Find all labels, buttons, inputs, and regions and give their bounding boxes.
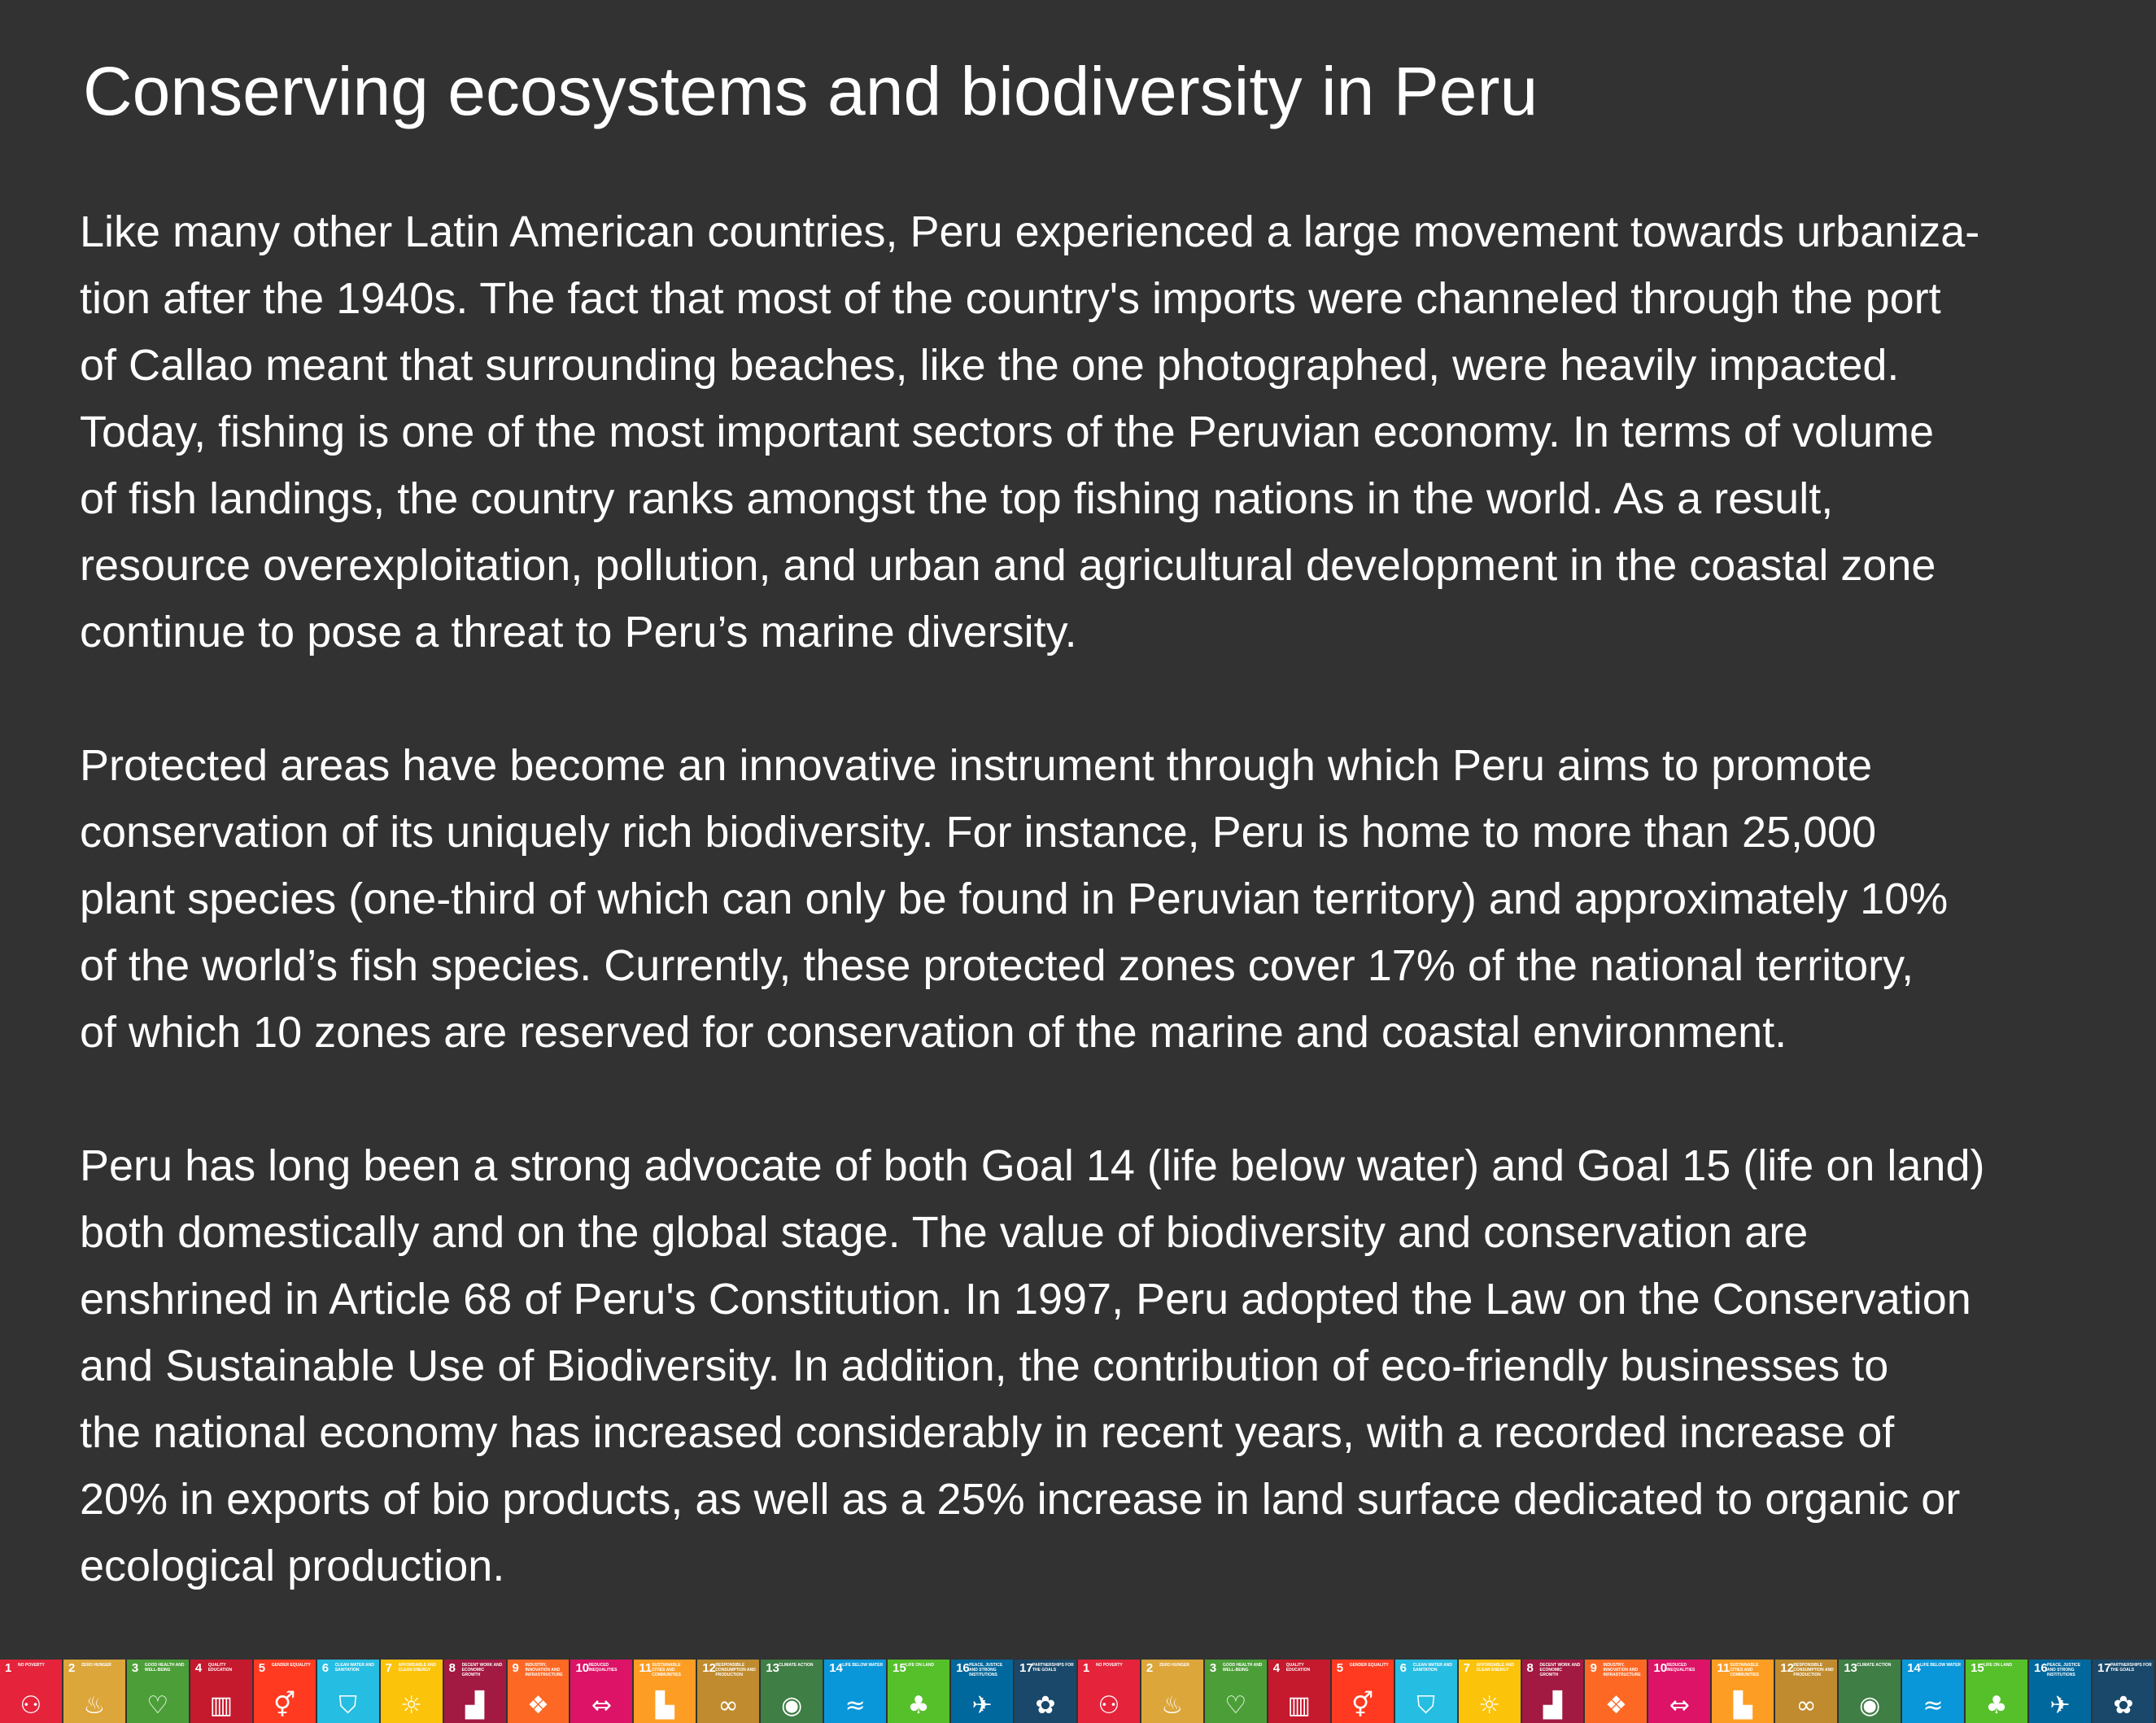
- text-line: of Callao meant that surrounding beaches, like the one photographed, were heavily impacted.: [80, 341, 1900, 390]
- sdg-label: AFFORDABLE AND CLEAN ENERGY: [398, 1663, 437, 1673]
- text-line: of fish landings, the country ranks amongst the top fishing nations in the world. As a result,: [80, 474, 1834, 523]
- sdg-tile-2: [63, 1660, 127, 1723]
- bowl-icon: ♨: [83, 1691, 106, 1720]
- dove-icon: ✈: [971, 1691, 993, 1720]
- sdg-tile-11: [1712, 1660, 1775, 1723]
- text-line: conservation of its uniquely rich biodiversity. For instance, Peru is home to more than 25,000: [80, 808, 1877, 857]
- dove-icon: ✈: [2049, 1691, 2071, 1720]
- sdg-label: CLIMATE ACTION: [1857, 1663, 1892, 1668]
- sdg-number: 15: [1971, 1661, 1984, 1675]
- sdg-icon-strip: [0, 1660, 2156, 1723]
- sdg-label: PEACE, JUSTICE AND STRONG INSTITUTIONS: [2047, 1663, 2081, 1677]
- tree-icon: ♣: [907, 1691, 930, 1720]
- sdg-tile-4: [190, 1660, 254, 1723]
- paragraph-urbanization: [80, 198, 2114, 665]
- sdg-number: 6: [321, 1661, 330, 1675]
- sdg-label: INDUSTRY, INNOVATION AND INFRASTRUCTURE: [1603, 1663, 1641, 1677]
- equal-icon: ⇔: [1669, 1691, 1690, 1720]
- infinity-icon: ∞: [718, 1691, 739, 1720]
- sdg-tile-9: [1585, 1660, 1648, 1723]
- sdg-label: SUSTAINABLE CITIES AND COMMUNITIES: [1730, 1663, 1759, 1677]
- sdg-tile-10: [570, 1660, 634, 1723]
- sdg-number: 11: [639, 1661, 652, 1675]
- sdg-label: QUALITY EDUCATION: [1285, 1663, 1311, 1673]
- sdg-tile-7: [1459, 1660, 1522, 1723]
- sdg-label: INDUSTRY, INNOVATION AND INFRASTRUCTURE: [525, 1663, 563, 1677]
- sdg-tile-6: [1395, 1660, 1459, 1723]
- sdg-number: 7: [385, 1661, 392, 1675]
- eye-icon: ◉: [781, 1691, 803, 1720]
- sdg-tile-15: [1966, 1660, 2029, 1723]
- sdg-tile-5: [254, 1660, 317, 1723]
- sdg-label: GOOD HEALTH AND WELL-BEING: [1222, 1663, 1263, 1673]
- sdg-label: QUALITY EDUCATION: [207, 1663, 233, 1673]
- tree-icon: ♣: [1985, 1691, 2008, 1720]
- sdg-label: NO POVERTY: [1095, 1663, 1123, 1668]
- text-line: ecological production.: [80, 1542, 505, 1590]
- sdg-tile-14: [824, 1660, 888, 1723]
- sdg-number: 16: [2034, 1661, 2048, 1675]
- sdg-tile-17: [2093, 1660, 2156, 1723]
- text-line: Like many other Latin American countries, Peru experienced a large movement towards urbaniza-: [80, 207, 1980, 256]
- sdg-label: PARTNERSHIPS FOR THE GOALS: [1032, 1663, 1074, 1673]
- book-icon: ▥: [209, 1691, 233, 1720]
- text-line: Today, fishing is one of the most important sectors of the Peruvian economy. In terms of volume: [80, 408, 1935, 456]
- sdg-number: 14: [1907, 1661, 1921, 1675]
- heartbeat-icon: ♡: [146, 1691, 169, 1720]
- fish-icon: ≈: [1923, 1691, 1944, 1720]
- text-line: tion after the 1940s. The fact that most of the country's imports were channeled through the port: [80, 274, 1941, 323]
- growth-chart-icon: ▟: [1543, 1691, 1562, 1720]
- sdg-label: GENDER EQUALITY: [1349, 1663, 1389, 1668]
- eye-icon: ◉: [1859, 1691, 1881, 1720]
- text-line: of which 10 zones are reserved for conservation of the marine and coastal environment.: [80, 1008, 1787, 1057]
- sdg-number: 16: [956, 1661, 970, 1675]
- sdg-label: LIFE ON LAND: [906, 1663, 935, 1668]
- sdg-number: 17: [1019, 1661, 1033, 1675]
- text-line: plant species (one-third of which can only be found in Peruvian territory) and approximately 10%: [80, 875, 1949, 923]
- sdg-tile-5: [1332, 1660, 1395, 1723]
- sdg-number: 3: [131, 1661, 139, 1675]
- text-line: resource overexploitation, pollution, and urban and agricultural development in the coastal zone: [80, 541, 1936, 590]
- sdg-label: REDUCED INEQUALITIES: [588, 1663, 618, 1673]
- sdg-tile-16: [951, 1660, 1015, 1723]
- family-icon: ⚇: [1098, 1691, 1120, 1720]
- paragraph-advocacy: [80, 1132, 2114, 1599]
- text-line: and Sustainable Use of Biodiversity. In addition, the contribution of eco-friendly businesses to: [80, 1341, 1889, 1390]
- sdg-label: SUSTAINABLE CITIES AND COMMUNITIES: [652, 1663, 681, 1677]
- sdg-number: 13: [766, 1661, 779, 1675]
- sdg-number: 1: [1082, 1661, 1090, 1675]
- water-icon: ⛉: [338, 1691, 357, 1720]
- paragraph-protected-areas: [80, 732, 2114, 1066]
- infinity-icon: ∞: [1796, 1691, 1817, 1720]
- heartbeat-icon: ♡: [1224, 1691, 1247, 1720]
- sdg-label: RESPONSIBLE CONSUMPTION AND PRODUCTION: [1793, 1663, 1834, 1677]
- sdg-tile-9: [508, 1660, 571, 1723]
- sdg-label: AFFORDABLE AND CLEAN ENERGY: [1476, 1663, 1515, 1673]
- sdg-number: 11: [1717, 1661, 1730, 1675]
- sdg-tile-16: [2029, 1660, 2093, 1723]
- book-icon: ▥: [1287, 1691, 1311, 1720]
- sdg-number: 12: [1780, 1661, 1794, 1675]
- sdg-label: ZERO HUNGER: [1159, 1663, 1189, 1668]
- sdg-number: 7: [1463, 1661, 1470, 1675]
- page-title: Conserving ecosystems and biodiversity in Peru: [83, 53, 1538, 129]
- equal-icon: ⇔: [591, 1691, 612, 1720]
- sdg-number: 6: [1399, 1661, 1407, 1675]
- sdg-number: 3: [1209, 1661, 1217, 1675]
- city-icon: ▙: [1733, 1691, 1752, 1720]
- sdg-tile-11: [634, 1660, 697, 1723]
- sdg-tile-15: [888, 1660, 951, 1723]
- sdg-number: 5: [258, 1661, 266, 1675]
- sdg-label: LIFE ON LAND: [1984, 1663, 2013, 1668]
- cubes-icon: ❖: [1604, 1691, 1627, 1720]
- sdg-number: 9: [1590, 1661, 1597, 1675]
- sdg-label: PARTNERSHIPS FOR THE GOALS: [2110, 1663, 2152, 1673]
- sdg-label: RESPONSIBLE CONSUMPTION AND PRODUCTION: [715, 1663, 756, 1677]
- city-icon: ▙: [655, 1691, 674, 1720]
- sdg-tile-1: [1078, 1660, 1141, 1723]
- sdg-tile-3: [1205, 1660, 1268, 1723]
- sdg-number: 10: [1653, 1661, 1668, 1675]
- cubes-icon: ❖: [527, 1691, 549, 1720]
- sdg-tile-10: [1648, 1660, 1712, 1723]
- sdg-tile-12: [1775, 1660, 1839, 1723]
- sdg-label: CLEAN WATER AND SANITATION: [1412, 1663, 1452, 1673]
- sdg-number: 14: [829, 1661, 843, 1675]
- sun-icon: ☼: [400, 1691, 423, 1720]
- gender-icon: ⚥: [273, 1691, 296, 1720]
- text-line: 20% in exports of bio products, as well as a 25% increase in land surface dedicated to organic or: [80, 1475, 1961, 1524]
- growth-chart-icon: ▟: [465, 1691, 485, 1720]
- sdg-label: DECENT WORK AND ECONOMIC GROWTH: [461, 1663, 503, 1677]
- sdg-number: 2: [1146, 1661, 1154, 1675]
- sdg-label: CLEAN WATER AND SANITATION: [334, 1663, 375, 1673]
- sdg-label: GOOD HEALTH AND WELL-BEING: [144, 1663, 185, 1673]
- sdg-number: 15: [893, 1661, 906, 1675]
- sdg-number: 1: [5, 1661, 12, 1675]
- sdg-label: LIFE BELOW WATER: [842, 1663, 884, 1668]
- sdg-label: DECENT WORK AND ECONOMIC GROWTH: [1539, 1663, 1581, 1677]
- sdg-tile-14: [1902, 1660, 1966, 1723]
- text-line: of the world’s fish species. Currently, these protected zones cover 17% of the national territory,: [80, 941, 1914, 990]
- article-body: [80, 198, 2114, 1666]
- sdg-number: 2: [68, 1661, 76, 1675]
- text-line: both domestically and on the global stage. The value of biodiversity and conservation are: [80, 1208, 1809, 1257]
- sdg-label: PEACE, JUSTICE AND STRONG INSTITUTIONS: [969, 1663, 1003, 1677]
- sdg-number: 12: [702, 1661, 716, 1675]
- sdg-tile-13: [1839, 1660, 1902, 1723]
- sdg-number: 5: [1336, 1661, 1344, 1675]
- text-line: the national economy has increased considerably in recent years, with a recorded increase of: [80, 1408, 1895, 1457]
- text-line: continue to pose a threat to Peru’s marine diversity.: [80, 608, 1077, 656]
- sdg-tile-2: [1141, 1660, 1205, 1723]
- sdg-number: 4: [1272, 1661, 1281, 1675]
- sdg-number: 8: [448, 1661, 456, 1675]
- text-line: enshrined in Article 68 of Peru's Constitution. In 1997, Peru adopted the Law on the Conservation: [80, 1275, 1971, 1324]
- sdg-label: GENDER EQUALITY: [271, 1663, 311, 1668]
- sdg-tile-8: [444, 1660, 508, 1723]
- sdg-tile-6: [317, 1660, 381, 1723]
- sdg-number: 4: [194, 1661, 203, 1675]
- sdg-tile-3: [127, 1660, 190, 1723]
- flower-icon: ✿: [1035, 1691, 1056, 1720]
- sdg-number: 8: [1526, 1661, 1534, 1675]
- sdg-tile-13: [761, 1660, 824, 1723]
- sdg-label: ZERO HUNGER: [81, 1663, 111, 1668]
- sdg-label: REDUCED INEQUALITIES: [1666, 1663, 1696, 1673]
- text-line: Peru has long been a strong advocate of both Goal 14 (life below water) and Goal 15 (life on land): [80, 1141, 1985, 1190]
- sdg-tile-8: [1522, 1660, 1586, 1723]
- bowl-icon: ♨: [1161, 1691, 1184, 1720]
- sdg-number: 17: [2097, 1661, 2111, 1675]
- sdg-tile-7: [381, 1660, 444, 1723]
- flower-icon: ✿: [2113, 1691, 2134, 1720]
- sdg-label: NO POVERTY: [18, 1663, 45, 1668]
- family-icon: ⚇: [20, 1691, 42, 1720]
- sun-icon: ☼: [1478, 1691, 1500, 1720]
- sdg-tile-17: [1015, 1660, 1078, 1723]
- water-icon: ⛉: [1416, 1691, 1435, 1720]
- sdg-number: 9: [512, 1661, 519, 1675]
- sdg-label: LIFE BELOW WATER: [1920, 1663, 1962, 1668]
- text-line: Protected areas have become an innovative instrument through which Peru aims to promote: [80, 741, 1873, 790]
- sdg-tile-12: [697, 1660, 761, 1723]
- sdg-number: 13: [1844, 1661, 1857, 1675]
- sdg-tile-4: [1268, 1660, 1332, 1723]
- sdg-tile-1: [0, 1660, 63, 1723]
- gender-icon: ⚥: [1351, 1691, 1374, 1720]
- sdg-number: 10: [575, 1661, 590, 1675]
- sdg-label: CLIMATE ACTION: [779, 1663, 814, 1668]
- fish-icon: ≈: [845, 1691, 866, 1720]
